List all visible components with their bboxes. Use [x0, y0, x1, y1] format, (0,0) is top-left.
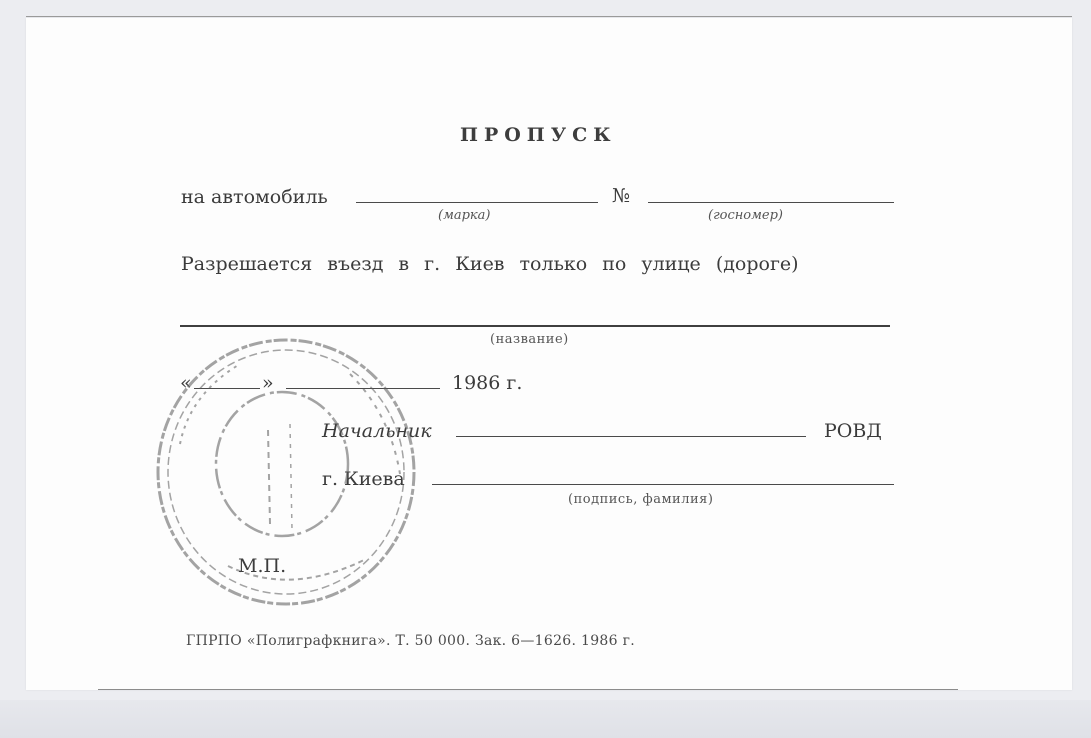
- date-open-quote: «: [180, 372, 192, 394]
- permission-text: Разрешается въезд в г. Киев только по улице (дороге): [181, 253, 799, 275]
- seal-mark-text: М.П.: [238, 555, 287, 577]
- year-text: 1986 г.: [452, 372, 523, 394]
- signature-caption: (подпись, фамилия): [568, 492, 714, 507]
- signature-field-line[interactable]: [432, 484, 894, 485]
- street-caption: (название): [490, 332, 569, 347]
- number-sign: №: [612, 185, 630, 207]
- date-close-quote: »: [262, 372, 274, 394]
- chief-field-line[interactable]: [456, 436, 806, 437]
- bottom-border-line: [98, 689, 958, 690]
- scan-background: [0, 700, 1091, 738]
- plate-caption: (госномер): [708, 208, 784, 223]
- plate-field-line[interactable]: [648, 202, 894, 203]
- vehicle-label: на автомобиль: [181, 186, 328, 208]
- printer-imprint: ГПРПО «Полиграфкнига». Т. 50 000. Зак. 6—1626. 1986 г.: [186, 633, 635, 649]
- brand-field-line[interactable]: [356, 202, 598, 203]
- street-field-line[interactable]: [180, 325, 890, 327]
- city-label: г. Киева: [322, 468, 405, 490]
- top-border-line: [26, 16, 1072, 17]
- chief-label: Начальник: [322, 420, 432, 442]
- brand-caption: (марка): [438, 208, 491, 223]
- round-seal-stamp: [150, 334, 422, 610]
- rovd-label: РОВД: [824, 420, 882, 442]
- document-title: ПРОПУСК: [460, 124, 617, 146]
